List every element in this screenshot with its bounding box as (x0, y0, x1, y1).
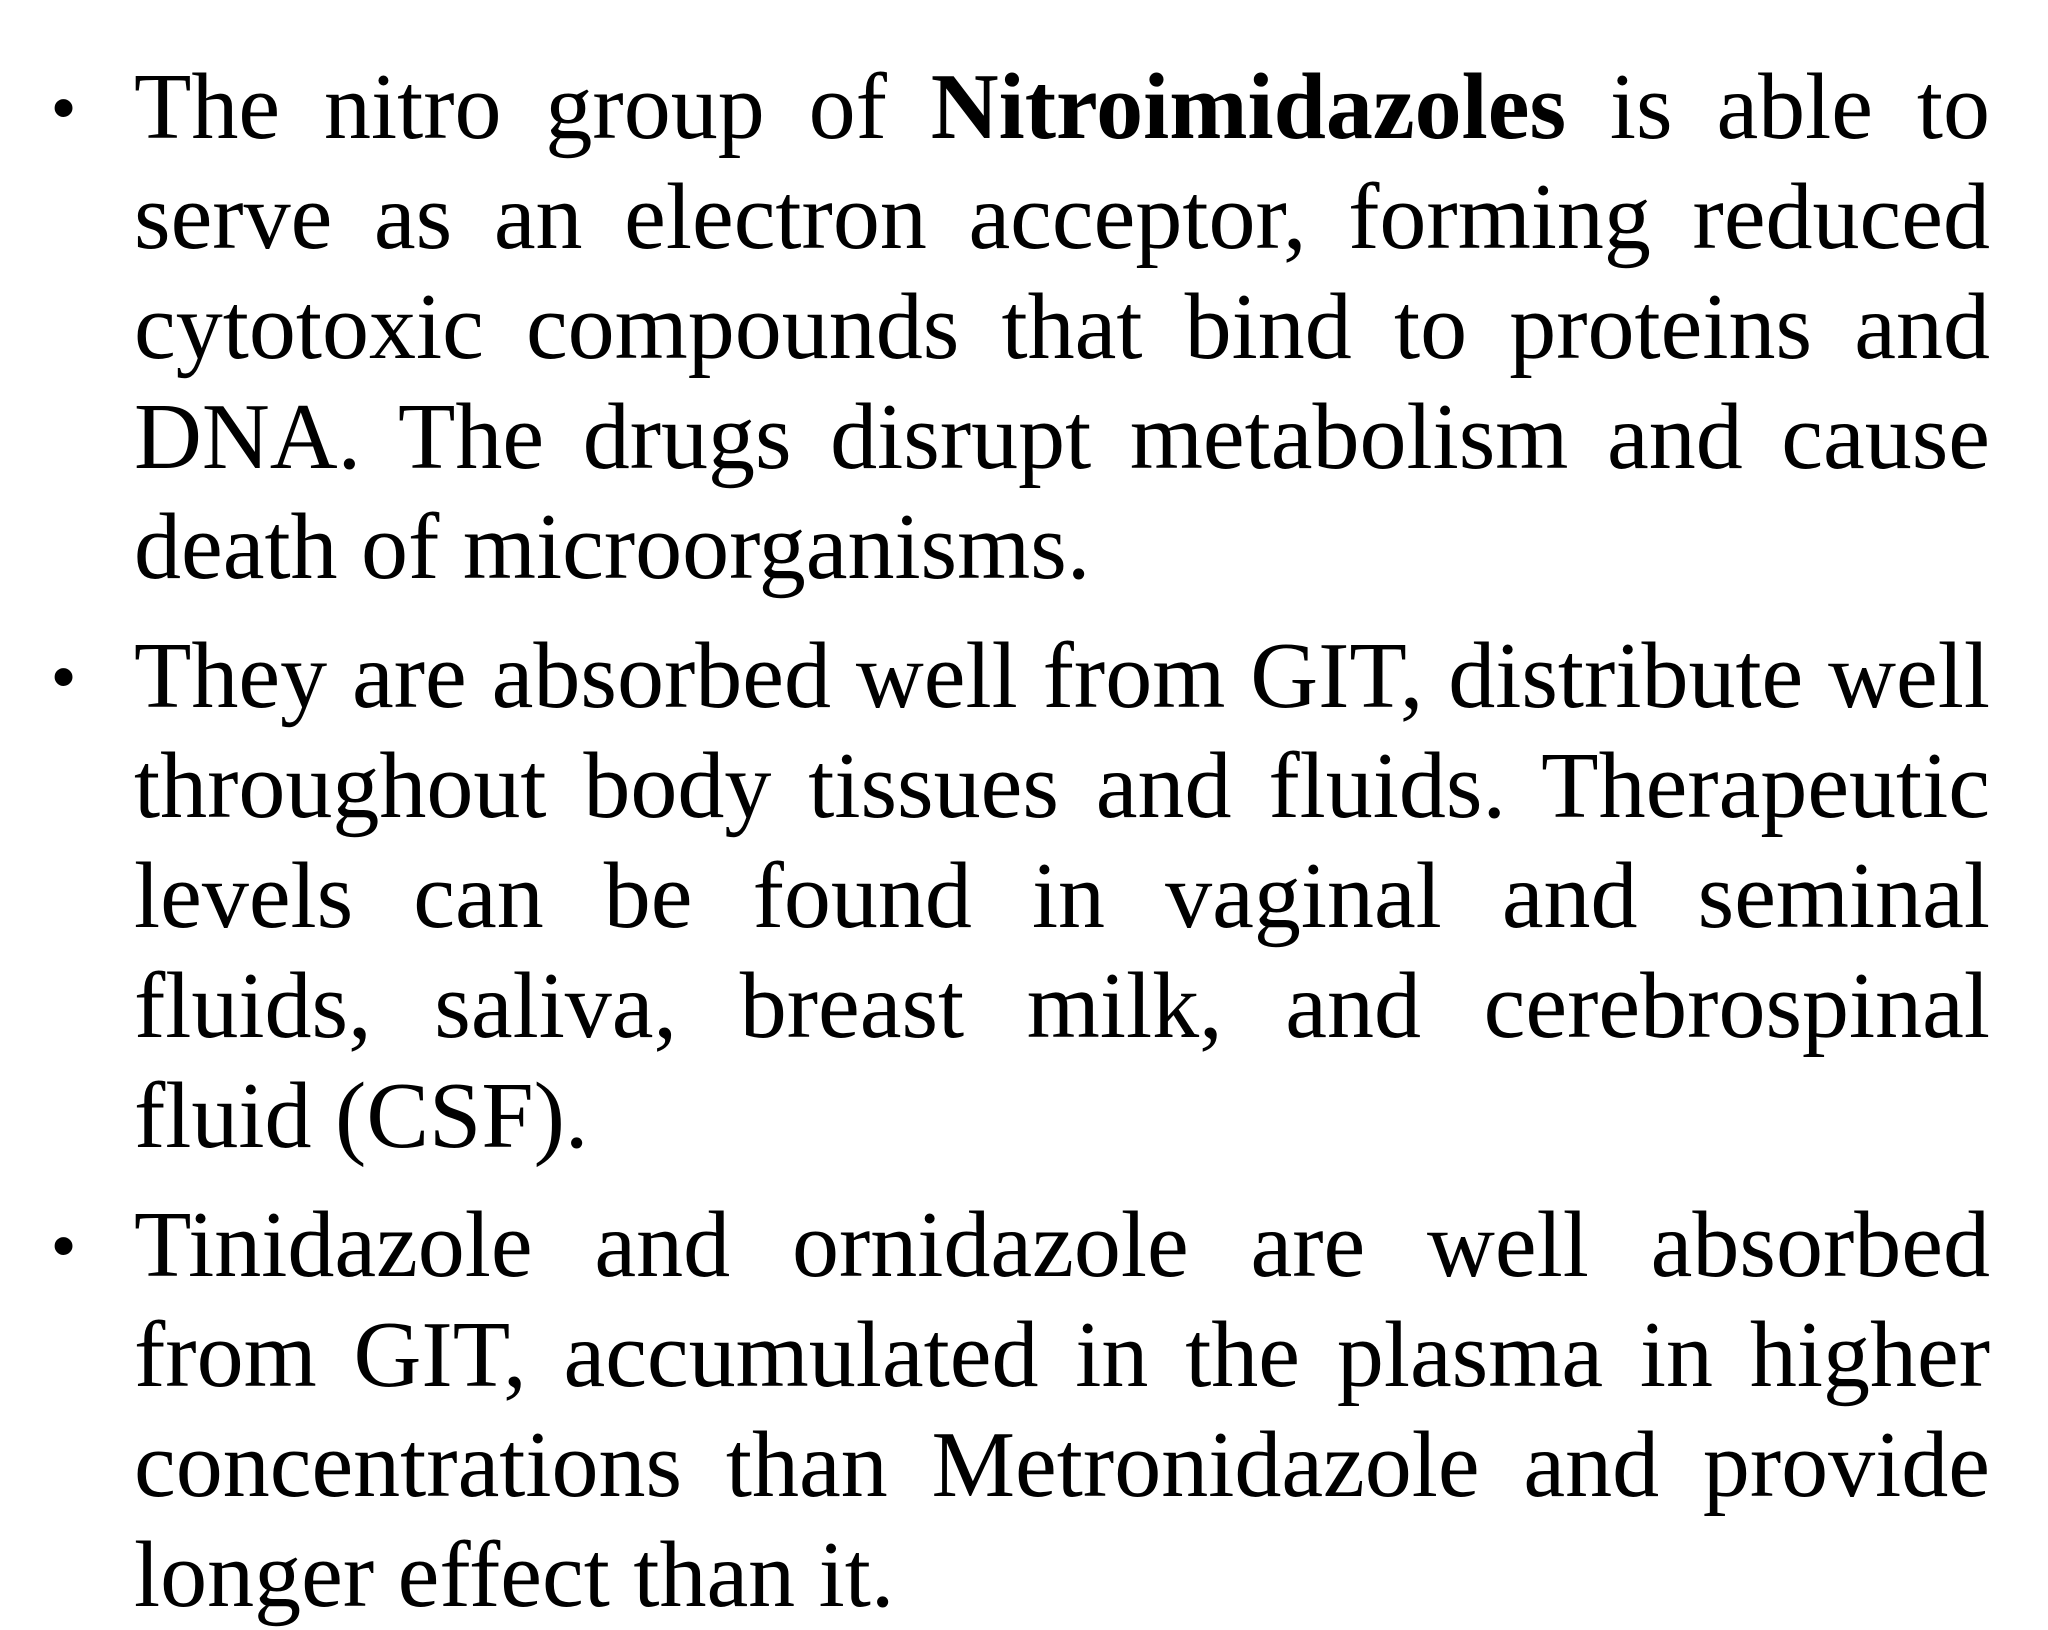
bullet-text-rest: is able to serve as an electron acceptor, forming reduced cytotoxic compounds that bind to proteins and DNA. The drugs disrupt metabolism and cause death of microorganisms. (134, 55, 1991, 599)
bullet-list (0, 52, 2048, 1630)
bullet-text: Tinidazole and ornidazole are well absorbed from GIT, accumulated in the plasma in higher concentrations than Metronidazole and provide longer effect than it. (134, 1193, 1990, 1627)
bullet-icon: • (52, 1208, 76, 1282)
bullet-item-mechanism (0, 52, 2048, 602)
bullet-text: They are absorbed well from GIT, distribute well throughout body tissues and fluids. Therapeutic levels can be found in vaginal and seminal fluids, saliva, breast milk, and cerebrospinal fluid (CSF). (134, 624, 1990, 1168)
bullet-item-tinidazole (0, 1190, 2048, 1630)
bullet-icon: • (52, 639, 76, 713)
bullet-text-intro: The nitro group of (134, 55, 931, 159)
bullet-text-bold-term: Nitroimidazoles (930, 55, 1567, 159)
bullet-item-absorption (0, 621, 2048, 1171)
bullet-icon: • (52, 70, 76, 144)
